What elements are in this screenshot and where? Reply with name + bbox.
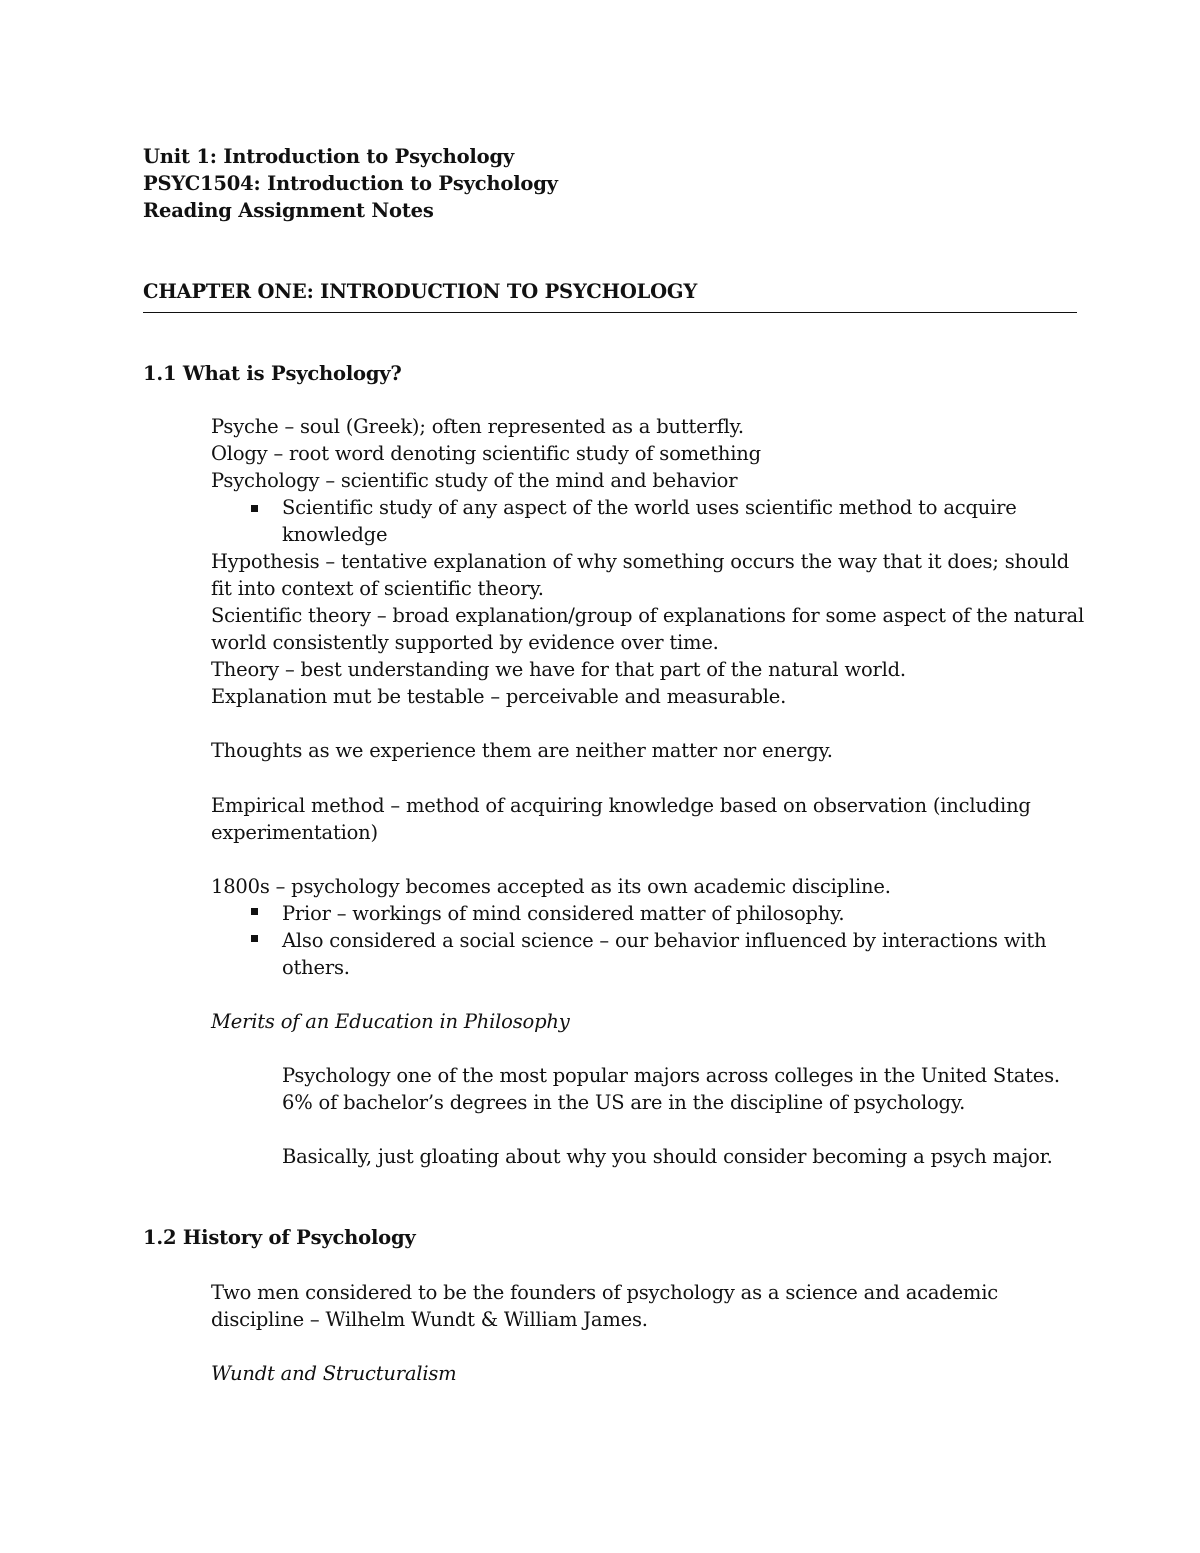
unit-title: Unit 1: Introduction to Psychology — [143, 145, 515, 168]
bullet-scientific-line2: knowledge — [282, 523, 388, 546]
bullet-social-line1: Also considered a social science – our behavior influenced by interactions with — [282, 929, 1047, 952]
note-merits-popular: Psychology one of the most popular majors across colleges in the United States. — [282, 1064, 1060, 1087]
subheading-merits: Merits of an Education in Philosophy — [211, 1010, 570, 1033]
chapter-title: CHAPTER ONE: INTRODUCTION TO PSYCHOLOGY — [143, 280, 698, 303]
note-psyche: Psyche – soul (Greek); often represented as a butterfly. — [211, 415, 744, 438]
bullet-icon — [251, 935, 258, 942]
bullet-social-line2: others. — [282, 956, 350, 979]
course-title: PSYC1504: Introduction to Psychology — [143, 172, 558, 195]
bullet-icon — [251, 908, 258, 915]
chapter-divider — [143, 312, 1077, 313]
note-theory: Theory – best understanding we have for that part of the natural world. — [211, 658, 906, 681]
section-heading-1-1: 1.1 What is Psychology? — [143, 362, 402, 385]
note-empirical-line1: Empirical method – method of acquiring knowledge based on observation (including — [211, 794, 1031, 817]
note-empirical-line2: experimentation) — [211, 821, 378, 844]
note-psychology: Psychology – scientific study of the mind and behavior — [211, 469, 738, 492]
bullet-scientific-line1: Scientific study of any aspect of the world uses scientific method to acquire — [282, 496, 1017, 519]
note-merits-percent: 6% of bachelor’s degrees in the US are in the discipline of psychology. — [282, 1091, 966, 1114]
note-hypothesis-line1: Hypothesis – tentative explanation of why something occurs the way that it does; should — [211, 550, 1070, 573]
bullet-icon — [251, 505, 258, 512]
bullet-prior: Prior – workings of mind considered matter of philosophy. — [282, 902, 845, 925]
note-thoughts: Thoughts as we experience them are neither matter nor energy. — [211, 739, 833, 762]
note-sci-theory-line2: world consistently supported by evidence over time. — [211, 631, 719, 654]
note-founders-line1: Two men considered to be the founders of psychology as a science and academic — [211, 1281, 998, 1304]
note-explanation: Explanation mut be testable – perceivable and measurable. — [211, 685, 787, 708]
note-merits-gloating: Basically, just gloating about why you should consider becoming a psych major. — [282, 1145, 1053, 1168]
document-title: Reading Assignment Notes — [143, 199, 434, 222]
subheading-wundt: Wundt and Structuralism — [211, 1362, 457, 1385]
note-sci-theory-line1: Scientific theory – broad explanation/group of explanations for some aspect of the natural — [211, 604, 1084, 627]
note-ology: Ology – root word denoting scientific study of something — [211, 442, 761, 465]
note-founders-line2: discipline – Wilhelm Wundt & William James. — [211, 1308, 648, 1331]
section-heading-1-2: 1.2 History of Psychology — [143, 1226, 416, 1249]
note-1800s: 1800s – psychology becomes accepted as its own academic discipline. — [211, 875, 891, 898]
note-hypothesis-line2: fit into context of scientific theory. — [211, 577, 544, 600]
